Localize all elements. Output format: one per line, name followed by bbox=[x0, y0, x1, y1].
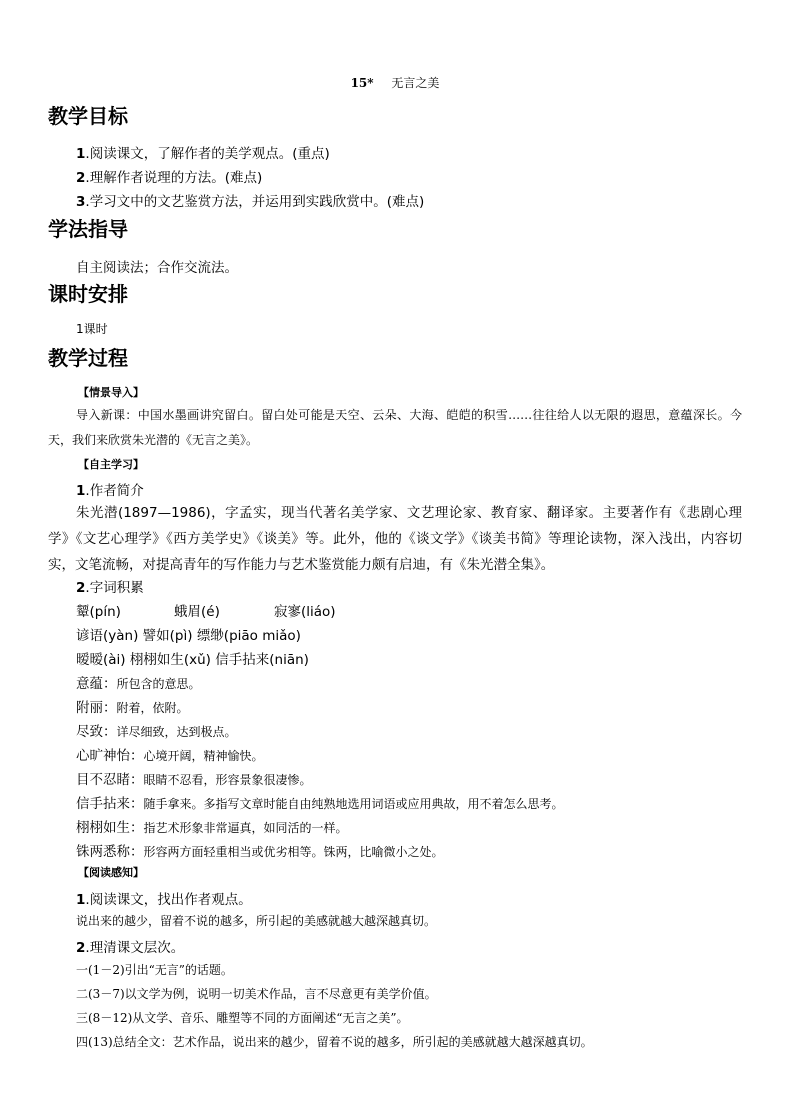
lesson-number: 15* bbox=[350, 76, 374, 90]
definition-row: 心旷神怡：心境开阔，精神愉快。 bbox=[76, 748, 264, 764]
question-1: 1.阅读课文，找出作者观点。 bbox=[76, 892, 252, 908]
lesson-name: 无言之美 bbox=[391, 76, 440, 90]
definition-row: 目不忍睹：眼睛不忍看，形容景象很凄惨。 bbox=[76, 772, 312, 788]
definition-row: 栩栩如生：指艺术形象非常逼真，如同活的一样。 bbox=[76, 820, 348, 836]
goal-item-1: 1.阅读课文，了解作者的美学观点。(重点) bbox=[76, 146, 330, 162]
words-heading: 2.字词积累 bbox=[76, 580, 144, 596]
pinyin-row-1 bbox=[76, 600, 336, 620]
heading-schedule: 课时安排 bbox=[48, 282, 128, 306]
layer-item: 四(13)总结全文：艺术作品，说出来的越少，留着不说的越多，所引起的美感就越大越深越真切。 bbox=[76, 1035, 593, 1049]
pinyin-word: 栩栩如生(xǔ) bbox=[129, 652, 211, 668]
lesson-title bbox=[0, 74, 790, 91]
definition-row: 信手拈来：随手拿来。多指写文章时能自由纯熟地选用词语或应用典故，用不着怎么思考。 bbox=[76, 796, 564, 812]
tag-self-study: 【自主学习】 bbox=[78, 458, 144, 471]
schedule-text: 1课时 bbox=[76, 322, 108, 336]
pinyin-word: 暧暧(ài) bbox=[76, 652, 126, 668]
pinyin-word: 蛾眉(é) bbox=[174, 604, 220, 620]
goal-item-2: 2.理解作者说理的方法。(难点) bbox=[76, 170, 263, 186]
layer-item: 三(8－12)从文学、音乐、雕塑等不同的方面阐述“无言之美”。 bbox=[76, 1011, 409, 1025]
author-paragraph: 朱光潜(1897—1986)，字孟实，现当代著名美学家、文艺理论家、教育家、翻译家。主要著作有《悲剧心理学》《文艺心理学》《西方美学史》《谈美》等。此外，他的《谈文学》《谈美书简》等理论读物，深入浅出，内容切实，文笔流畅，对提高青年的写作能力与艺术鉴赏能力颇有启迪，有《朱光潜全集》。 bbox=[48, 505, 742, 573]
answer-1: 说出来的越少，留着不说的越多，所引起的美感就越大越深越真切。 bbox=[76, 914, 437, 928]
pinyin-word: 譬如(pì) bbox=[142, 628, 193, 644]
heading-process: 教学过程 bbox=[48, 346, 128, 370]
author-heading: 1.作者简介 bbox=[76, 483, 144, 499]
tag-intro: 【情景导入】 bbox=[78, 386, 144, 399]
question-2: 2.理清课文层次。 bbox=[76, 940, 185, 956]
heading-method: 学法指导 bbox=[48, 217, 128, 241]
pinyin-word: 颦(pín) bbox=[76, 604, 121, 620]
definition-row: 尽致：详尽细致，达到极点。 bbox=[76, 724, 237, 740]
layer-item: 二(3－7)以文学为例，说明一切美术作品，言不尽意更有美学价值。 bbox=[76, 987, 437, 1001]
tag-reading: 【阅读感知】 bbox=[78, 866, 144, 879]
pinyin-row-3 bbox=[76, 648, 309, 668]
pinyin-word: 信手拈来(niān) bbox=[215, 652, 309, 668]
heading-goals: 教学目标 bbox=[48, 104, 128, 128]
pinyin-word: 缥缈(piāo miǎo) bbox=[196, 628, 301, 644]
pinyin-word: 谚语(yàn) bbox=[76, 628, 139, 644]
intro-paragraph: 导入新课：中国水墨画讲究留白。留白处可能是天空、云朵、大海、皑皑的积雪……往往给人以无限的遐思，意蕴深长。今天，我们来欣赏朱光潜的《无言之美》。 bbox=[48, 408, 742, 447]
goal-item-3: 3.学习文中的文艺鉴赏方法，并运用到实践欣赏中。(难点) bbox=[76, 194, 425, 210]
pinyin-row-2 bbox=[76, 624, 301, 644]
definition-row: 铢两悉称：形容两方面轻重相当或优劣相等。铢两，比喻微小之处。 bbox=[76, 844, 444, 860]
method-text: 自主阅读法；合作交流法。 bbox=[76, 260, 238, 276]
definition-row: 附丽：附着，依附。 bbox=[76, 700, 189, 716]
layer-item: 一(1－2)引出“无言”的话题。 bbox=[76, 963, 233, 977]
pinyin-word: 寂寥(liáo) bbox=[274, 604, 336, 620]
definition-row: 意蕴：所包含的意思。 bbox=[76, 676, 201, 692]
